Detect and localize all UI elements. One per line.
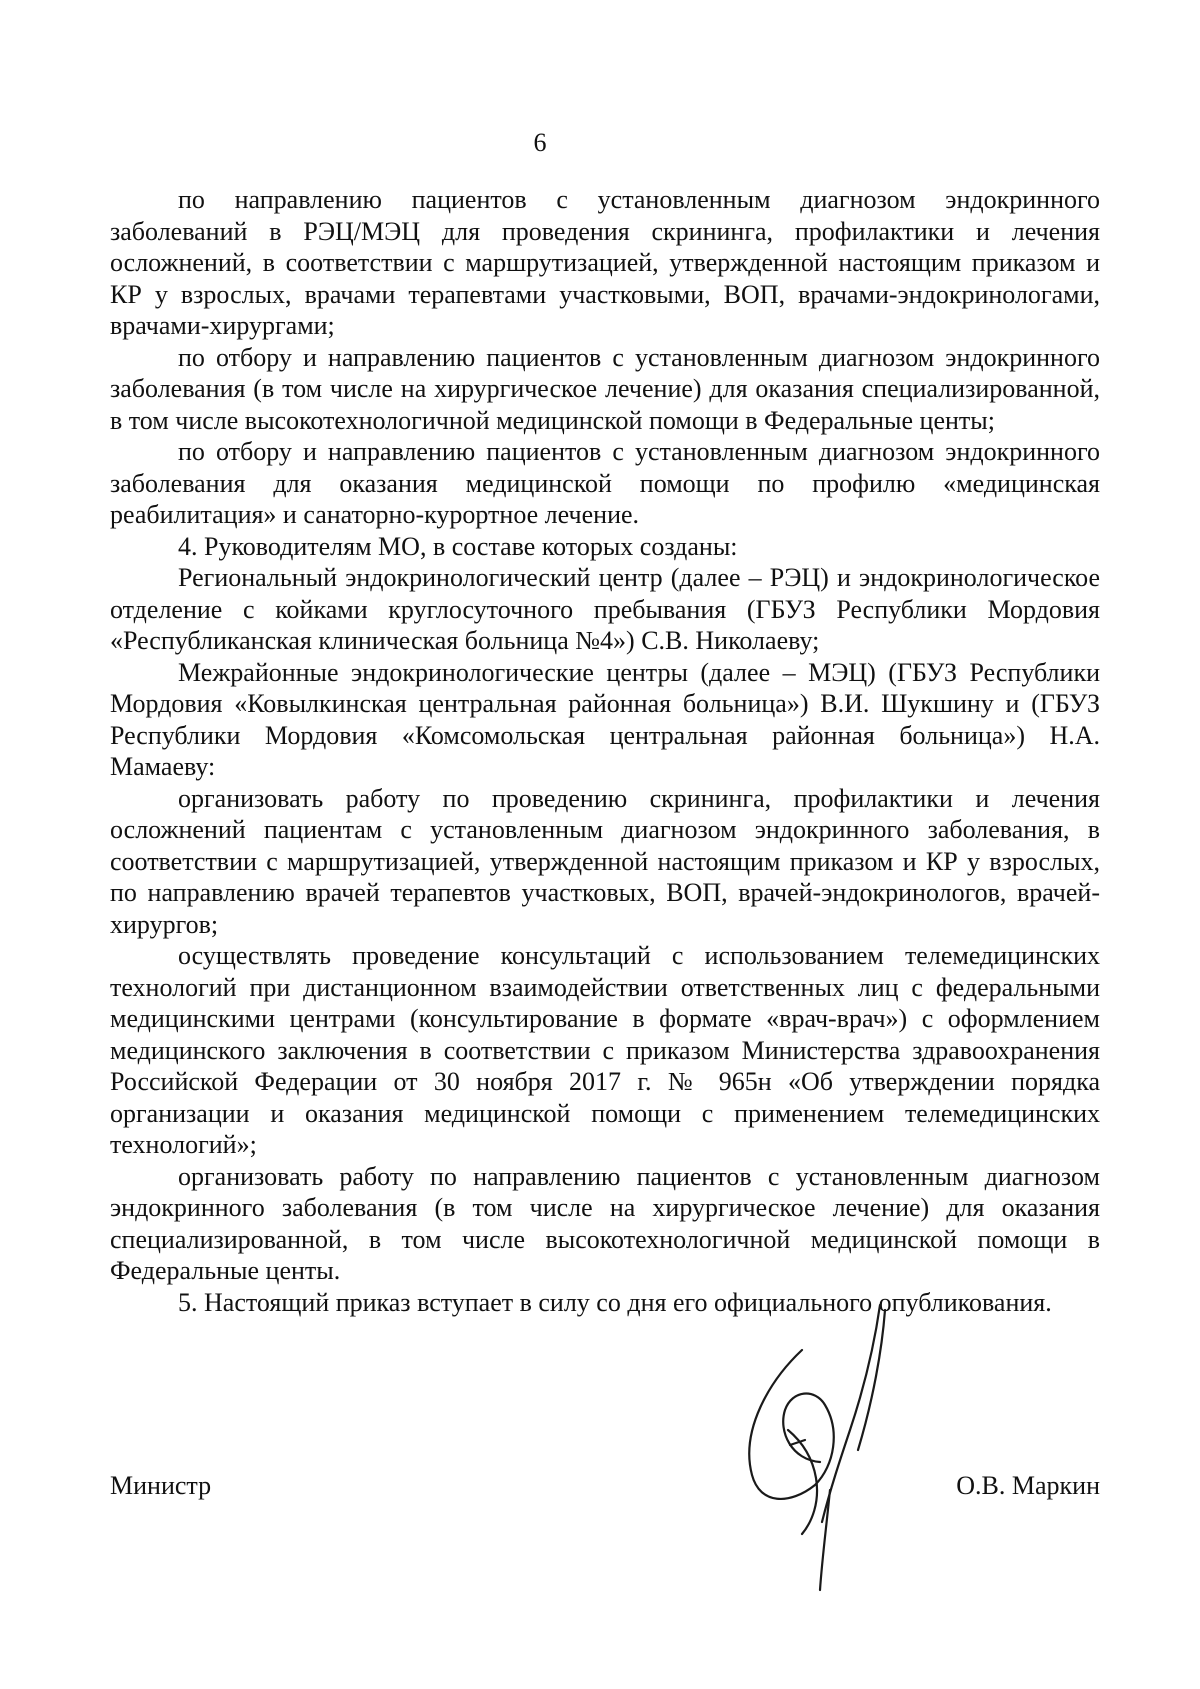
document-body [110, 184, 1100, 1318]
paragraph: Межрайонные эндокринологические центры (далее – МЭЦ) (ГБУЗ Республики Мордовия «Ковылкинская центральная районная больница») В.И. Шукшину и (ГБУЗ Республики Мордовия «Комсомольская центральная районная больница») Н.А. Мамаеву: [110, 657, 1100, 781]
page-number: 6 [533, 128, 547, 157]
paragraph: Региональный эндокринологический центр (далее – РЭЦ) и эндокринологическое отделение с койками круглосуточного пребывания (ГБУЗ Республики Мордовия «Республиканская клиническая больница №4») С.В. Николаеву; [110, 563, 1100, 655]
paragraph: 4. Руководителям МО, в составе которых созданы: [178, 531, 738, 561]
paragraph: организовать работу по проведению скрининга, профилактики и лечения осложнений пациентам с установленным диагнозом эндокринного заболевания, в соответствии с маршрутизацией, утвержденной настоящим приказом и КР у взрослых, по направлению врачей терапевтов участковых, ВОП, врачей-эндокринологов, врачей-хирургов; [110, 783, 1100, 939]
signature-block [110, 1470, 1100, 1510]
paragraph: 5. Настоящий приказ вступает в силу со дня его официального опубликования. [178, 1287, 1052, 1317]
paragraph: осуществлять проведение консультаций с использованием телемедицинских технологий при дистанционном взаимодействии ответственных лиц с федеральными медицинскими центрами (консультирование в формате «врач-врач») с оформлением медицинского заключения в соответствии с приказом Министерства здравоохранения Российской Федерации от 30 ноября 2017 г. № 965н «Об утверждении порядка организации и оказания медицинской помощи с применением телемедицинских технологий»; [110, 941, 1100, 1159]
paragraph: по направлению пациентов с установленным диагнозом эндокринного заболеваний в РЭЦ/МЭЦ для проведения скрининга, профилактики и лечения осложнений, в соответствии с маршрутизацией, утвержденной настоящим приказом и КР у взрослых, врачами терапевтами участковыми, ВОП, врачами-эндокринологами, врачами-хирургами; [110, 185, 1100, 340]
signatory-name: О.В. Маркин [956, 1471, 1100, 1500]
paragraph: организовать работу по направлению пациентов с установленным диагнозом эндокринного заболевания (в том числе на хирургическое лечение) для оказания специализированной, в том числе высокотехнологичной медицинской помощи в Федеральные центы. [110, 1161, 1100, 1285]
signatory-role: Министр [110, 1471, 212, 1500]
paragraph: по отбору и направлению пациентов с установленным диагнозом эндокринного заболевания для оказания медицинской помощи по профилю «медицинская реабилитация» и санаторно-курортное лечение. [110, 437, 1100, 529]
paragraph: по отбору и направлению пациентов с установленным диагнозом эндокринного заболевания (в том числе на хирургическое лечение) для оказания специализированной, в том числе высокотехнологичной медицинской помощи в Федеральные центы; [110, 342, 1100, 435]
handwritten-signature [730, 1290, 910, 1600]
